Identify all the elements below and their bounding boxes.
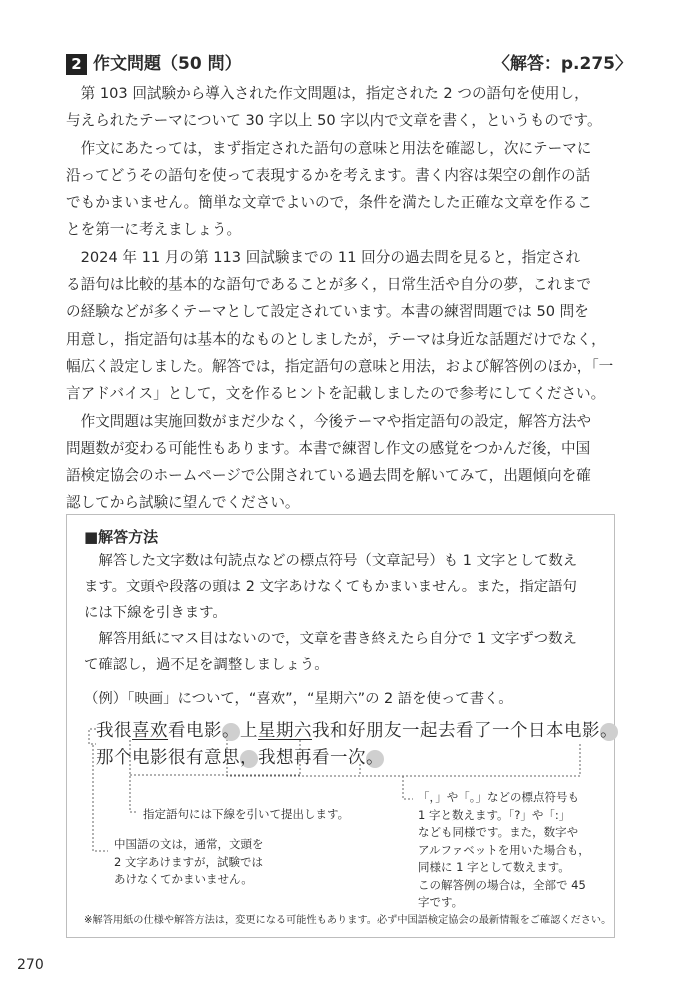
- text-line: の経験などが多くテーマとして設定されています。本書の練習問題では 50 問を: [66, 303, 589, 321]
- note-punctuation: [418, 789, 590, 912]
- punctuation-highlight: 。: [222, 720, 240, 741]
- note-line: この解答例の場合は，全部で 45: [418, 877, 586, 892]
- text-line: 幅広く設定しました。解答では，指定語句の意味と用法，および解答例のほか，「一: [66, 357, 614, 375]
- note-line: 1 字と数えます。「?」や「:」: [418, 807, 571, 822]
- note-line: 2 文字あけますが，試験では: [114, 854, 263, 869]
- text-line: 言アドバイス」として，文を作るヒントを記載しましたので参考にしてください。: [66, 385, 606, 403]
- example-text: 看电影: [168, 721, 222, 741]
- text-line: 語検定協会のホームページで公開されている過去問を解いてみて，出題傾向を確: [66, 467, 591, 485]
- note-indent: [114, 836, 264, 889]
- text-line: 解答した文字数は句読点などの標点符号（文章記号）も 1 文字として数え: [98, 553, 578, 569]
- punctuation-highlight: ，: [240, 747, 258, 768]
- note-line: なども同様です。また，数字や: [418, 825, 579, 839]
- indent-bracket: [89, 729, 96, 744]
- note-line: アルファベットを用いた場合も，: [418, 842, 590, 857]
- punctuation-highlight: 。: [366, 747, 384, 768]
- box-title: ■解答方法: [84, 528, 159, 546]
- example-line: [96, 718, 618, 744]
- footnote: ※解答用紙の仕様や解答方法は，変更になる可能性もあります。必ず中国語検定協会の最新情報をご確認ください。: [84, 915, 612, 926]
- text-line: 問題数が変わる可能性もあります。本書で練習し作文の感覚をつかんだ後，中国: [66, 439, 591, 457]
- text-line: 解答用紙にマス目はないので，文章を書き終えたら自分で 1 文字ずつ数え: [98, 631, 577, 647]
- note-line: あけなくてかまいません。: [114, 872, 253, 886]
- example-text: 那个电影很有意思: [96, 748, 240, 768]
- text-line: 沿ってどうその語句を使って表現するかを考えます。書く内容は架空の創作の話: [66, 166, 591, 184]
- text-line: 認してから試験に望んでください。: [66, 494, 300, 512]
- page-number: 270: [17, 957, 44, 973]
- answer-reference: 〈解答：p.275〉: [492, 54, 632, 74]
- keyword-underline: 喜欢: [132, 721, 168, 741]
- text-line: には下線を引きます。: [84, 605, 227, 621]
- example-text: 我想再看一次: [258, 748, 366, 768]
- example-intro: （例）「映画」について，“喜欢”，“星期六”の 2 語を使って書く。: [84, 691, 513, 707]
- example-line: [96, 745, 384, 771]
- text-line: とを第一に考えましょう。: [66, 221, 242, 239]
- punct-leader-line: [403, 776, 413, 799]
- note-line: 「，」や「。」などの標点符号も: [418, 790, 579, 804]
- example-text: 上: [240, 721, 258, 741]
- text-line: 作文にあたっては，まず指定された語句の意味と用法を確認し，次にテーマに: [80, 139, 592, 157]
- text-line: 第 103 回試験から導入された作文問題は，指定された 2 つの語句を使用し，: [80, 85, 589, 102]
- note-underline: 指定語句には下線を引いて提出します。: [143, 807, 350, 821]
- text-line: でもかまいません。簡単な文章でよいので，条件を満たした正確な文章を作るこ: [66, 194, 592, 212]
- text-line: 2024 年 11 月の第 113 回試験までの 11 回分の過去問を見ると，指定され: [80, 248, 581, 266]
- note-line: 中国語の文は，通常，文頭を: [114, 837, 264, 851]
- text-line: ます。文頭や段落の頭は 2 文字あけなくてもかまいません。また，指定語句: [84, 579, 577, 595]
- punctuation-highlight: 。: [600, 720, 618, 741]
- keyword-underline: 星期六: [258, 721, 312, 741]
- example-text: 我很: [96, 721, 132, 741]
- note-line: 字です。: [418, 895, 464, 909]
- section-title: 作文問題（50 問）: [93, 54, 242, 74]
- text-line: る語句は比較的基本的な語句であることが多く，日常生活や自分の夢，これまで: [66, 276, 592, 294]
- text-line: 用意し，指定語句は基本的なものとしましたが，テーマは身近な話題だけでなく，: [66, 330, 606, 348]
- note-line: 同様に 1 字として数えます。: [418, 860, 570, 874]
- text-line: て確認し，過不足を調整しましょう。: [84, 657, 329, 673]
- text-line: 作文問題は実施回数がまだ少なく，今後テーマや指定語句の設定，解答方法や: [80, 412, 592, 430]
- section-number: 2: [66, 54, 87, 75]
- text-line: 与えられたテーマについて 30 字以上 50 字以内で文章を書く，というものです。: [66, 112, 602, 130]
- example-text: 我和好朋友一起去看了一个日本电影: [312, 721, 600, 741]
